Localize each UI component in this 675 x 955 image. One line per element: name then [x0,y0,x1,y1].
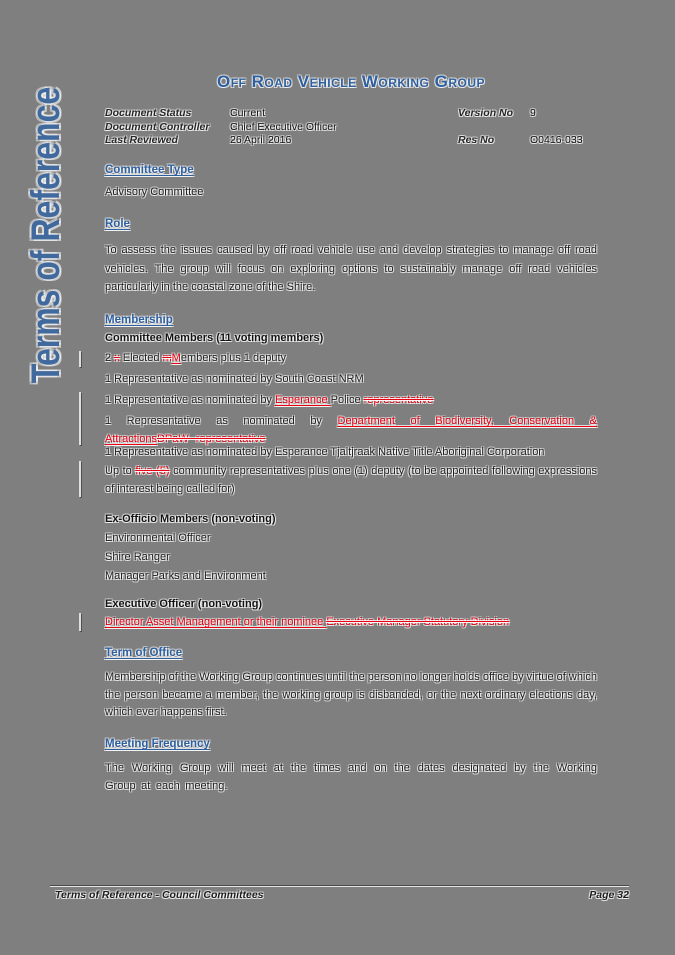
meta-row-reviewed [105,134,597,148]
change-bar [79,351,81,367]
ex-officio-item-shire-ranger: Shire Ranger [105,551,170,563]
last-reviewed-value: 26 April 2016 [230,134,292,146]
change-bar [79,613,81,631]
item1-deleted-m: m [162,352,172,364]
version-no-label: Version No [458,107,514,119]
change-bar [79,392,81,445]
term-of-office-heading: Term of Office [105,647,183,659]
item3-mid: Police [330,394,364,406]
membership-item-tjaltjraak: 1 Representative as nominated by Esperance Tjaltjraak Native Title Aboriginal Corporation [105,446,545,458]
item4-deleted-dpaw: DPaW representative [156,432,266,445]
ex-officio-item-manager-parks: Manager Parks and Environment [105,570,266,582]
item1-pre: 2 [105,352,115,364]
page-title: Off Road Vehicle Working Group [217,72,485,91]
document-controller-label: Document Controller [105,120,210,133]
version-no-value: 9 [530,107,536,119]
executive-officer-heading: Executive Officer (non-voting) [105,598,263,610]
committee-type-value: Advisory Committee [105,186,204,198]
meta-row-controller [105,121,597,135]
change-bar [79,461,81,497]
item6-pre: Up to [105,465,136,477]
membership-item-dbca [105,413,597,448]
document-status-value: Current [230,107,266,119]
membership-item-community-reps [105,463,597,498]
meta-row-status [105,107,597,121]
item6-deleted-five: five (5) [135,465,170,477]
item1-inserted-M: M [171,352,181,364]
membership-item-south-coast-nrm: 1 Representative as nominated by South Coast NRM [105,373,364,385]
term-of-office-paragraph: Membership of the Working Group continues until the person no longer holds office by virtue of which the person became a member, the working group is disbanded, or the next ordinary elections day, which ever happens first. [105,671,597,718]
membership-item-police [105,394,597,406]
footer-document-name: Terms of Reference - Council Committees [55,889,264,901]
meeting-frequency-heading: Meeting Frequency [105,738,210,750]
ex-officio-item-environmental-officer: Environmental Officer [105,532,211,544]
executive-officer-line [105,616,597,628]
item3-inserted-esperance: Esperance [275,394,331,406]
membership-item-elected-members [105,352,597,364]
page-footer [55,889,629,901]
role-paragraph: To assess the issues caused by off road vehicle use and develop strategies to manage off road vehicles. The group will focus on exploring options to sustainably manage off road vehicles particularly in the coastal zone of the Shire. [105,244,597,293]
ex-officio-heading: Ex-Officio Members (non-voting) [105,513,276,525]
item3-deleted-representative: representative [363,394,434,406]
item6-post: community representatives plus one (1) deputy (to be appointed following expressions of interest being called for) [105,465,598,495]
committee-type-heading: Committee Type [105,164,194,176]
footer-page-number: Page 32 [589,889,629,901]
document-status-label: Document Status [105,107,192,119]
sidebar-vertical-title: Terms of Reference [24,86,68,384]
item4-inserted-department: Department of Biodiversity, Conservation & Attractions [105,415,597,445]
role-heading: Role [105,218,130,230]
meeting-frequency-paragraph: The Working Group will meet at the times and on the dates designated by the Working Group at each meeting. [105,762,597,792]
res-no-value: O0416-033 [530,134,583,146]
item1-mid: Elected [119,352,163,364]
item4-pre: 1 Representative as nominated by [105,415,338,427]
res-no-label: Res No [458,134,495,146]
document-controller-value: Chief Executive Officer [230,120,337,133]
last-reviewed-label: Last Reviewed [105,134,178,146]
item3-pre: 1 Representative as nominated by [105,394,275,406]
footer-divider [50,885,629,886]
item1-deleted-x: x [114,352,120,364]
item1-post: embers plus 1 deputy [180,352,287,364]
executive-deleted-manager: Executive Manager Statutory Division [326,616,510,628]
committee-members-subheading: Committee Members (11 voting members) [105,332,324,344]
membership-heading: Membership [105,314,173,326]
executive-inserted-director: Director Asset Management or their nominee [105,616,327,628]
